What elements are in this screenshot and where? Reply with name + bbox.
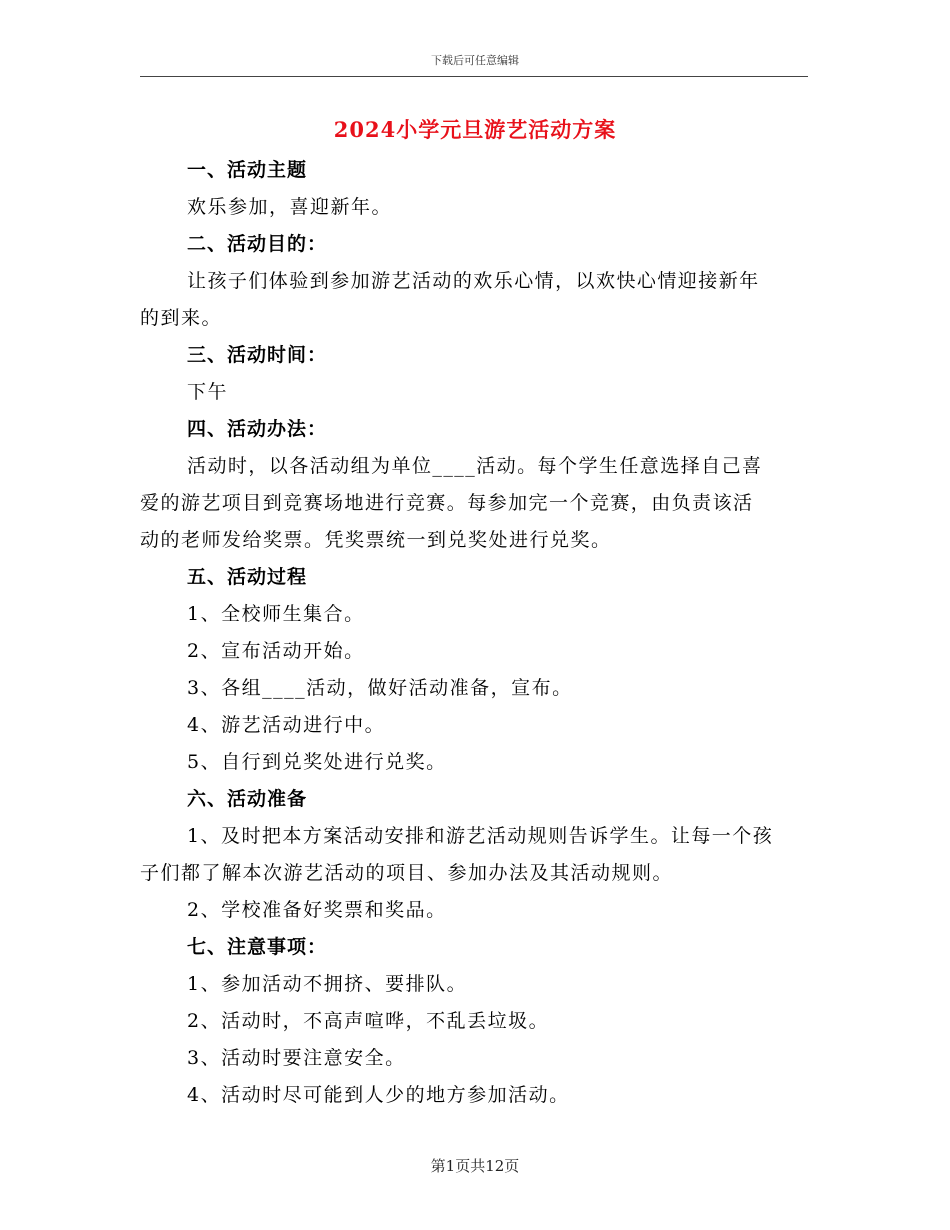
header-note: 下载后可任意编辑 [431, 54, 519, 67]
list-item-process: 2、宣布活动开始。 [187, 640, 365, 662]
section-heading-process: 五、活动过程 [187, 566, 308, 588]
document-body [140, 157, 808, 1119]
paragraph-theme: 欢乐参加，喜迎新年。 [187, 196, 393, 218]
document-title: 2024小学元旦游艺活动方案 [333, 117, 617, 142]
section-heading-notes: 七、注意事项： [187, 936, 328, 958]
paragraph-purpose-line: 的到来。 [140, 307, 223, 329]
page-number: 第1页共12页 [430, 1157, 520, 1175]
list-item-process: 5、自行到兑奖处进行兑奖。 [187, 751, 447, 773]
paragraph-method-line: 活动时，以各活动组为单位____活动。每个学生任意选择自己喜 [187, 455, 763, 477]
section-heading-method: 四、活动办法： [187, 418, 328, 440]
section-heading-purpose: 二、活动目的： [187, 233, 328, 255]
paragraph-method-line: 动的老师发给奖票。凭奖票统一到兑奖处进行兑奖。 [140, 529, 612, 551]
header-divider [140, 76, 808, 77]
section-heading-time: 三、活动时间： [187, 344, 328, 366]
section-heading-theme: 一、活动主题 [187, 159, 308, 181]
list-item-preparation: 1、及时把本方案活动安排和游艺活动规则告诉学生。让每一个孩 [187, 825, 774, 847]
list-item-process: 3、各组____活动，做好活动准备，宣布。 [187, 677, 573, 699]
paragraph-time: 下午 [187, 381, 229, 403]
section-heading-preparation: 六、活动准备 [187, 788, 308, 810]
paragraph-purpose-line: 让孩子们体验到参加游艺活动的欢乐心情，以欢快心情迎接新年 [187, 270, 760, 292]
list-item-notes: 2、活动时，不高声喧哗，不乱丢垃圾。 [187, 1010, 550, 1032]
list-item-notes: 3、活动时要注意安全。 [187, 1047, 406, 1069]
list-item-preparation-continuation: 子们都了解本次游艺活动的项目、参加办法及其活动规则。 [140, 862, 674, 884]
paragraph-method-line: 爱的游艺项目到竞赛场地进行竞赛。每参加完一个竞赛，由负责该活 [140, 492, 754, 514]
list-item-process: 4、游艺活动进行中。 [187, 714, 386, 736]
list-item-notes: 4、活动时尽可能到人少的地方参加活动。 [187, 1084, 570, 1106]
list-item-process: 1、全校师生集合。 [187, 603, 365, 625]
list-item-notes: 1、参加活动不拥挤、要排队。 [187, 973, 468, 995]
list-item-preparation: 2、学校准备好奖票和奖品。 [187, 899, 447, 921]
